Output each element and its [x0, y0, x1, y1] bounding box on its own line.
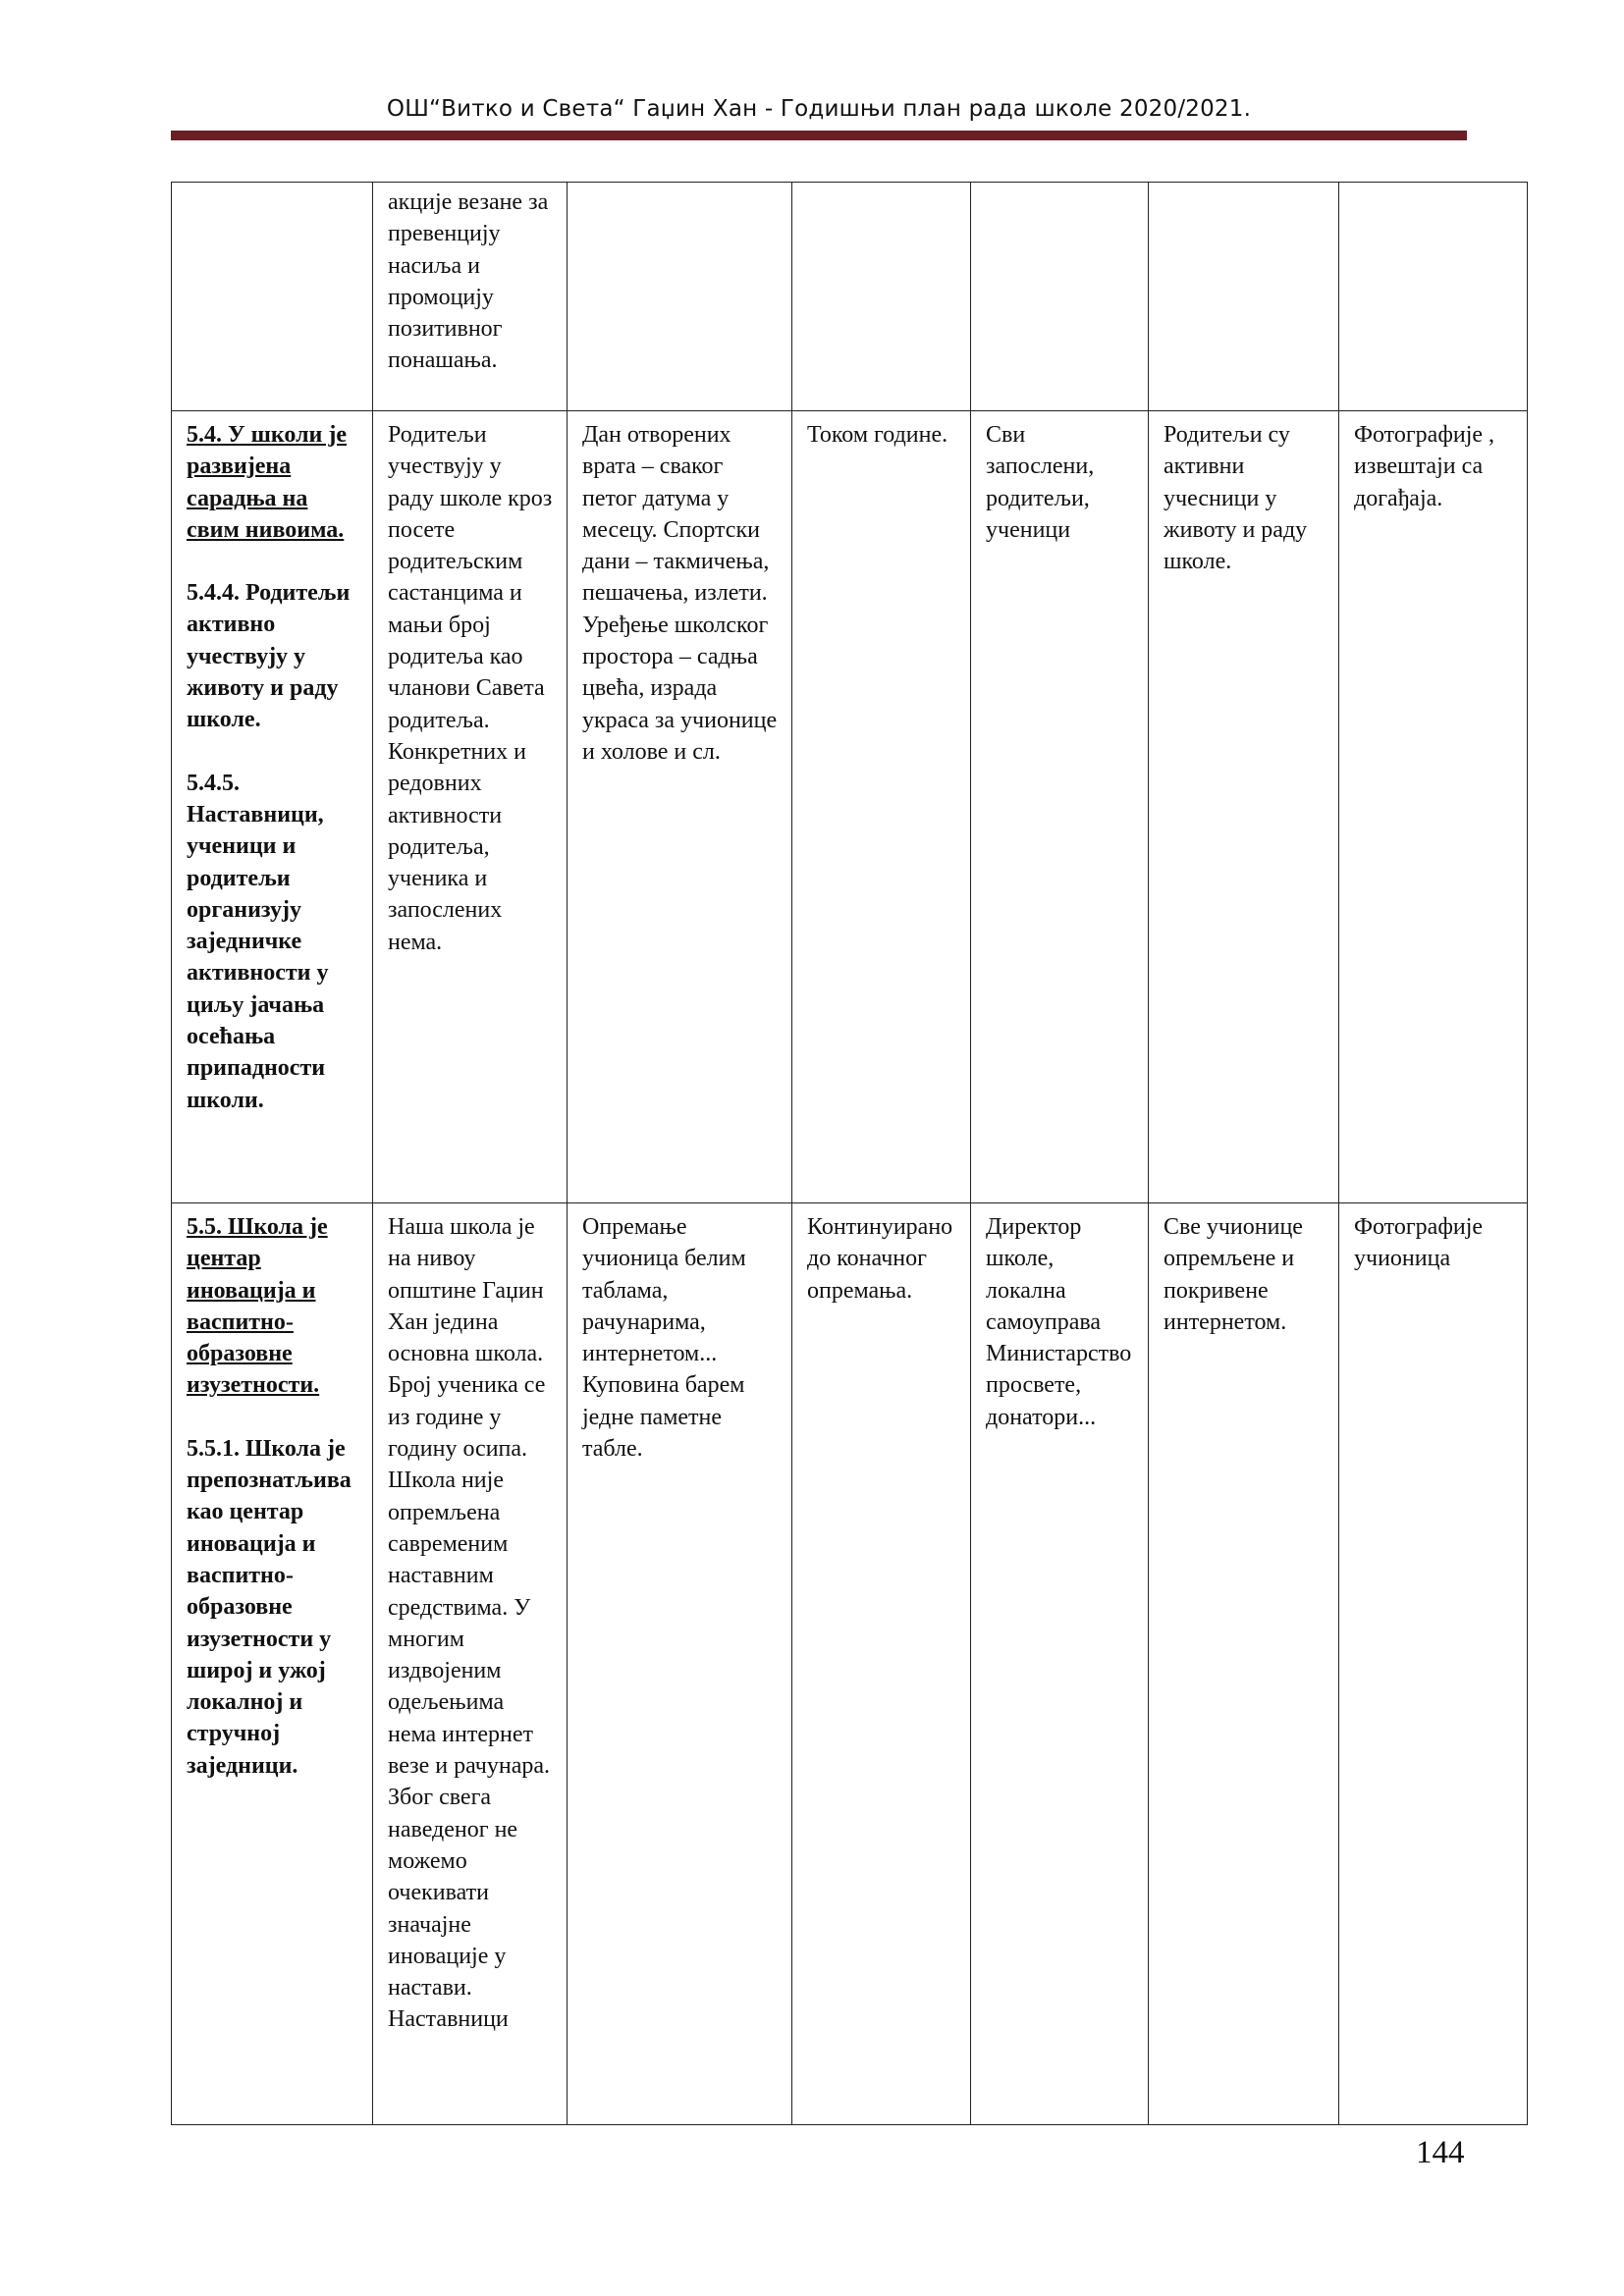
action-plan-table	[171, 182, 1528, 2125]
goal-cell	[172, 183, 373, 411]
situation-cell: акције везане за превенцију насиља и промоцију позитивног понашања.	[373, 183, 568, 411]
evidence-cell	[1339, 183, 1528, 411]
responsible-cell	[971, 183, 1149, 411]
header-divider	[171, 131, 1467, 140]
table-row	[172, 411, 1528, 1203]
goal-subgoal: 5.4.5. Наставници, ученици и родитељи организују заједничке активности у циљу јачања осећања припадности школи.	[187, 770, 329, 1113]
timeline-cell: Током године.	[792, 411, 971, 1203]
responsible-cell: Директор школе, локална самоуправа Министарство просвете, донатори...	[971, 1203, 1149, 2125]
timeline-cell: Континуирано до коначног опремања.	[792, 1203, 971, 2125]
situation-cell: Родитељи учествују у раду школе кроз посете родитељским састанцима и мањи број родитеља као чланови Савета родитеља. Конкретних и редовних активности родитеља, ученика и запослених нема.	[373, 411, 568, 1203]
table-row	[172, 1203, 1528, 2125]
evidence-cell: Фотографије , извештаји са догађаја.	[1339, 411, 1528, 1203]
activities-cell	[568, 183, 792, 411]
goal-title: 5.5. Школа је центар иновација и васпитно-образовне изузетности.	[187, 1214, 328, 1399]
activities-cell: Опремање учионица белим таблама, рачунарима, интернетом... Куповина барем једне паметне табле.	[568, 1203, 792, 2125]
goal-title: 5.4. У школи је развијена сарадња на свим нивоима.	[187, 422, 348, 543]
goal-subgoal: 5.4.4. Родитељи активно учествују у животу и раду школе.	[187, 580, 351, 733]
table-row	[172, 183, 1528, 411]
page-number: 144	[1416, 2135, 1465, 2170]
page-header-title: ОШ“Витко и Света“ Гаџин Хан - Годишњи план рада школе 2020/2021.	[386, 96, 1252, 122]
goal-subgoal: 5.5.1. Школа је препознатљива као центар иновација и васпитно-образовне изузетности у широј и ужој локалној и стручној заједници.	[187, 1435, 352, 1779]
goal-cell	[172, 1203, 373, 2125]
criteria-cell	[1149, 183, 1339, 411]
criteria-cell: Све учионице опремљене и покривене интернетом.	[1149, 1203, 1339, 2125]
evidence-cell: Фотографије учионица	[1339, 1203, 1528, 2125]
responsible-cell: Сви запослени, родитељи, ученици	[971, 411, 1149, 1203]
situation-cell: Наша школа је на нивоу општине Гаџин Хан једина основна школа. Број ученика се из године у годину осипа. Школа није опремљена савременим наставним средствима. У многим издвојеним одељењима нема интернет везе и рачунара. Због свега наведеног не можемо очекивати значајне иновације у настави. Наставници	[373, 1203, 568, 2125]
goal-cell	[172, 411, 373, 1203]
activities-cell: Дан отворених врата – сваког петог датума у месецу. Спортски дани – такмичења, пешачења, излети. Уређење школског простора – садња цвећа, израда украса за учионице и холове и сл.	[568, 411, 792, 1203]
criteria-cell: Родитељи су активни учесници у животу и раду школе.	[1149, 411, 1339, 1203]
timeline-cell	[792, 183, 971, 411]
